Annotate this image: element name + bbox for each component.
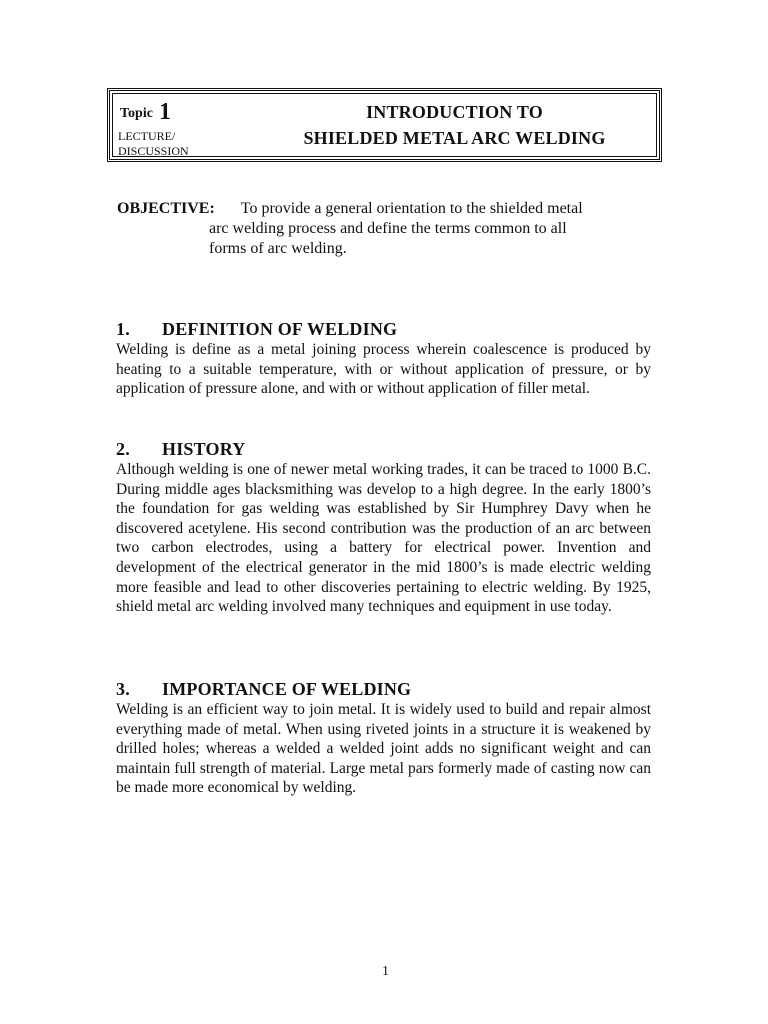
page-number: 1 (382, 964, 389, 979)
section-heading (116, 678, 651, 700)
section-body: Welding is an efficient way to join metal. It is widely used to build and repair almost everything made of metal. When using riveted joints in a structure it is weakened by drilled holes; whereas a welded a welded joint adds no significant weight and can maintain full strength of material. Large metal pars formerly made of casting now can be made more economical by welding. (116, 701, 651, 797)
section-history (116, 438, 651, 617)
topic-label-text: Topic (120, 106, 153, 121)
section-number: 1. (116, 319, 130, 339)
objective-text-line2: arc welding process and define the terms common to all (209, 220, 567, 237)
section-number: 2. (116, 439, 130, 459)
topic-title-line1: INTRODUCTION TO (366, 102, 543, 122)
objective-text-line3: forms of arc welding. (209, 240, 347, 257)
section-title: DEFINITION OF WELDING (162, 319, 398, 339)
topic-number: 1 (158, 99, 171, 125)
lecture-label-line2: DISCUSSION (118, 144, 189, 158)
topic-title-line2: SHIELDED METAL ARC WELDING (303, 128, 606, 148)
objective-line1 (117, 199, 652, 219)
section-body: Although welding is one of newer metal working trades, it can be traced to 1000 B.C. During middle ages blacksmithing was develop to a high degree. In the early 1800’s the foundation for gas welding was established by Sir Humphrey Davy when he discovered acetylene. His second contribution was the production of an arc between two carbon electrodes, using a battery for electrical power. Invention and development of the electrical generator in the mid 1800’s is made electric welding more feasible and lead to other discoveries pertaining to electric welding. By 1925, shield metal arc welding involved many techniques and equipment in use today. (116, 461, 651, 616)
section-heading (116, 318, 651, 340)
section-number: 3. (116, 679, 130, 699)
section-definition (116, 318, 651, 399)
objective-text-line1: To provide a general orientation to the shielded metal (240, 200, 583, 217)
section-title: HISTORY (162, 439, 246, 459)
objective-label: OBJECTIVE: (117, 200, 215, 217)
section-title: IMPORTANCE OF WELDING (162, 679, 412, 699)
section-body: Welding is define as a metal joining process wherein coalescence is produced by heating to a suitable temperature, with or without application of pressure, or by application of pressure alone, and with or without application of filler metal. (116, 341, 651, 398)
lecture-label-line1: LECTURE/ (118, 129, 176, 143)
lecture-discussion-label (118, 129, 189, 159)
section-heading (116, 438, 651, 460)
topic-title (250, 99, 659, 151)
topic-label (120, 99, 171, 126)
section-importance (116, 678, 651, 798)
objective-block (117, 199, 652, 259)
topic-header-box (107, 88, 662, 162)
